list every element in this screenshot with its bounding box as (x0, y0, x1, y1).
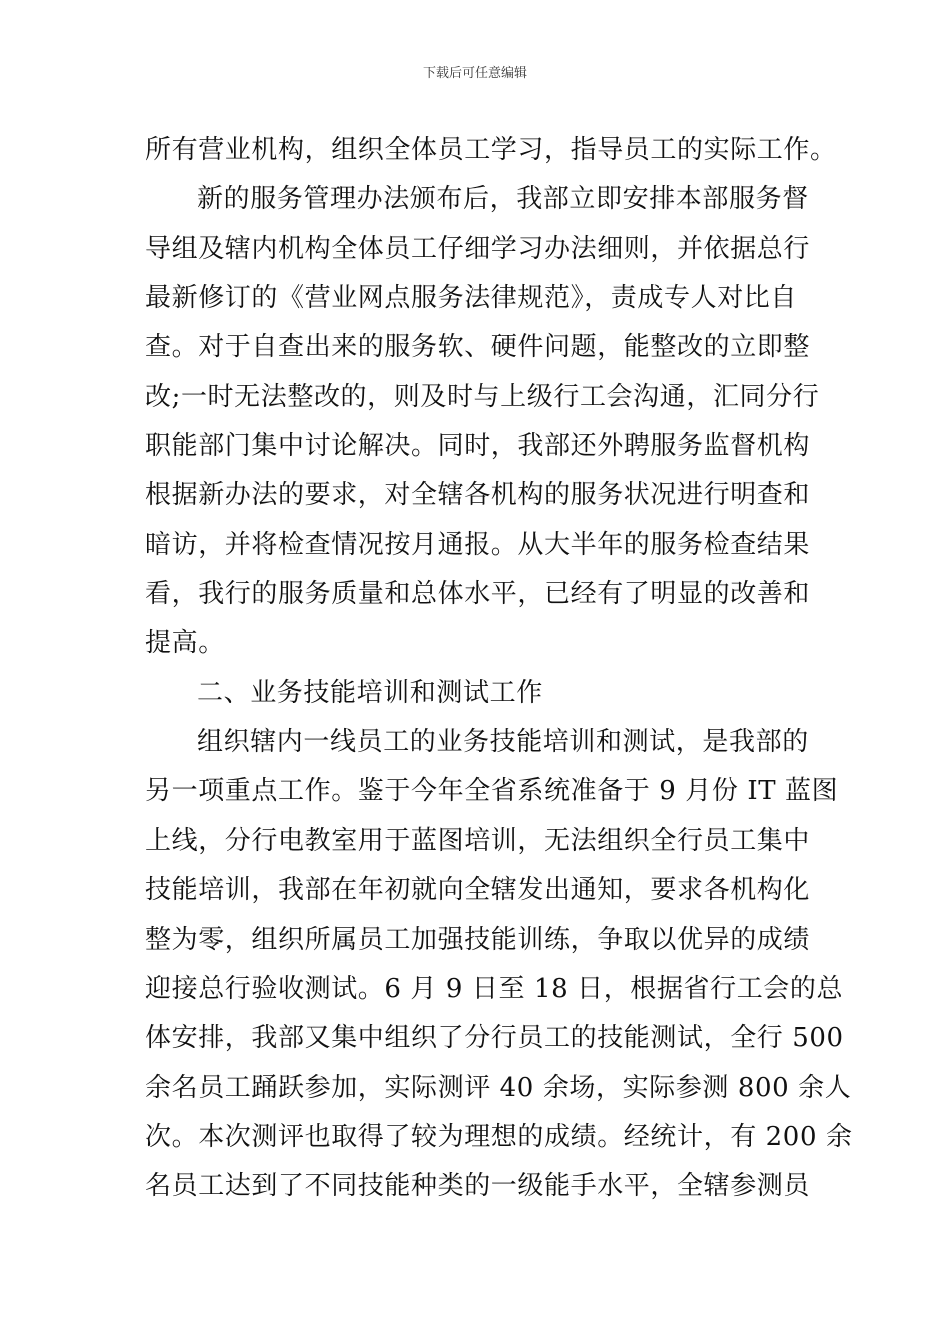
paragraph-first-line: 新的服务管理办法颁布后，我部立即安排本部服务督 (197, 184, 809, 215)
body-line: 整为零，组织所属员工加强技能训练，争取以优异的成绩 (145, 924, 811, 955)
body-line: 改;一时无法整改的，则及时与上级行工会沟通，汇同分行 (145, 381, 820, 412)
body-line: 名员工达到了不同技能种类的一级能手水平，全辖参测员 (145, 1171, 811, 1202)
body-line: 导组及辖内机构全体员工仔细学习办法细则，并依据总行 (145, 233, 811, 264)
body-line: 职能部门集中讨论解决。同时，我部还外聘服务监督机构 (145, 431, 811, 462)
body-line: 另一项重点工作。鉴于今年全省系统准备于 9 月份 IT 蓝图 (145, 776, 839, 807)
body-line: 所有营业机构，组织全体员工学习，指导员工的实际工作。 (145, 135, 837, 165)
paragraph-first-line: 组织辖内一线员工的业务技能培训和测试，是我部的 (197, 727, 809, 758)
body-line: 迎接总行验收测试。6 月 9 日至 18 日，根据省行工会的总 (145, 973, 844, 1004)
body-line: 体安排，我部又集中组织了分行员工的技能测试，全行 500 (145, 1023, 844, 1054)
section-heading: 二、业务技能培训和测试工作 (197, 677, 543, 708)
body-line: 余名员工踊跃参加，实际测评 40 余场，实际参测 800 余人 (145, 1072, 852, 1103)
body-line: 暗访，并将检查情况按月通报。从大半年的服务检查结果 (145, 529, 811, 560)
document-body (145, 126, 853, 1212)
body-line: 看，我行的服务质量和总体水平，已经有了明显的改善和 (145, 579, 811, 610)
body-line: 次。本次测评也取得了较为理想的成绩。经统计，有 200 余 (145, 1121, 853, 1152)
body-line: 最新修订的《营业网点服务法律规范》，责成专人对比自 (145, 283, 798, 314)
page-header-note: 下载后可任意编辑 (422, 66, 527, 81)
body-line: 根据新办法的要求，对全辖各机构的服务状况进行明查和 (145, 480, 811, 511)
body-line: 上线，分行电教室用于蓝图培训，无法组织全行员工集中 (145, 825, 811, 856)
body-line: 查。对于自查出来的服务软、硬件问题，能整改的立即整 (145, 332, 811, 363)
body-line: 技能培训，我部在年初就向全辖发出通知，要求各机构化 (145, 875, 811, 906)
body-line: 提高。 (145, 628, 225, 659)
